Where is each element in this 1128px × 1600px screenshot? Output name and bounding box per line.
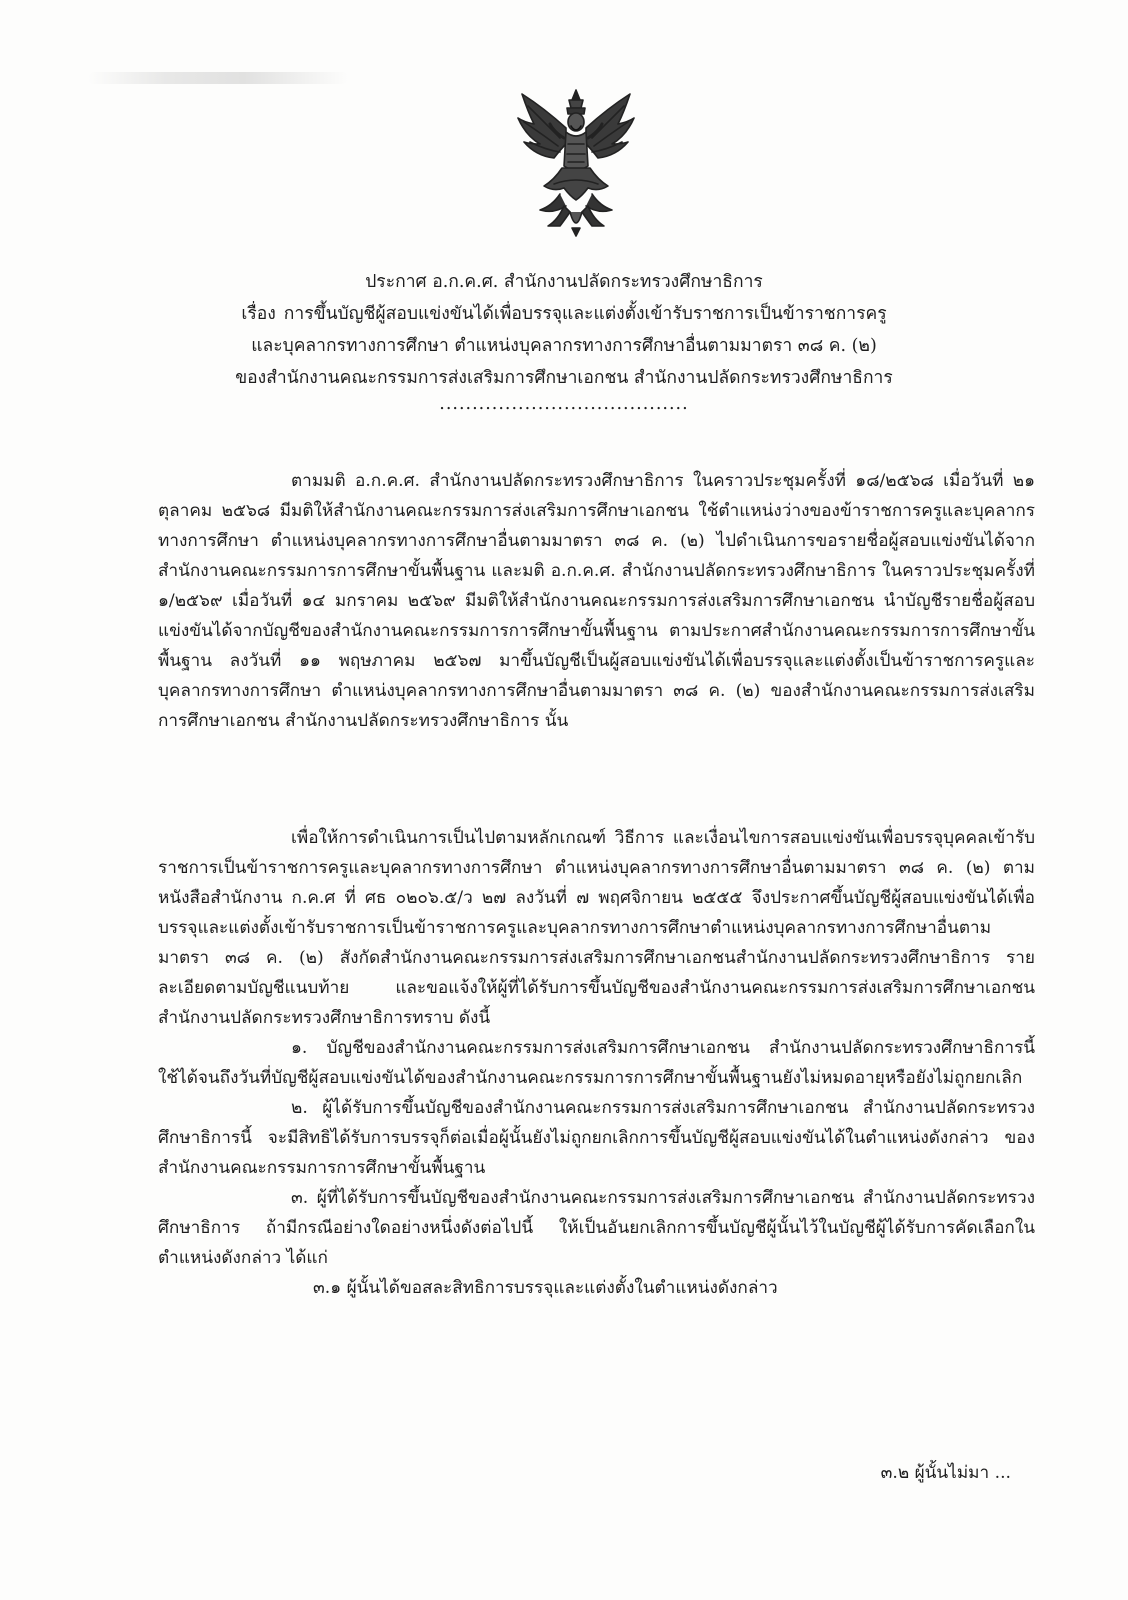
list-item-3: ๓. ผู้ที่ได้รับการขึ้นบัญชีของสำนักงานคณะกรรมการส่งเสริมการศึกษาเอกชน สำนักงานปลัดกระทรวงศึกษาธิการ ถ้ามีกรณีอย่างใดอย่างหนึ่งดังต่อไปนี้ ให้เป็นอันยกเลิกการขึ้นบัญชีผู้นั้นไว้ในบัญชีผู้ได้รับการคัดเลือกในตำแหน่งดังกล่าว ได้แก่ [158, 1188, 1035, 1268]
subject-text-1: การขึ้นบัญชีผู้สอบแข่งขันได้เพื่อบรรจุและแต่งตั้งเข้ารับราชการเป็นข้าราชการครู [283, 304, 887, 324]
subject-line-2: และบุคลากรทางการศึกษา ตำแหน่งบุคลากรทางการศึกษาอื่นตามมาตรา ๓๘ ค. (๒) [251, 336, 877, 356]
page-continuation: ๓.๒ ผู้นั้นไม่มา ... [880, 1463, 1011, 1483]
paragraph-2-block [158, 823, 1035, 1303]
subject-label: เรื่อง [241, 304, 276, 324]
list-item-1: ๑. บัญชีของสำนักงานคณะกรรมการส่งเสริมการศึกษาเอกชน สำนักงานปลัดกระทรวงศึกษาธิการนี้ใช้ได้จนถึงวันที่บัญชีผู้สอบแข่งขันได้ของสำนักงานคณะกรรมการการศึกษาขั้นพื้นฐานยังไม่หมดอายุหรือยังไม่ถูกยกเลิก [158, 1038, 1035, 1088]
list-item-3-1: ๓.๑ ผู้นั้นได้ขอสละสิทธิการบรรจุและแต่งตั้งในตำแหน่งดังกล่าว [313, 1278, 778, 1298]
announcement-title: ประกาศ อ.ก.ค.ศ. สำนักงานปลัดกระทรวงศึกษาธิการ [365, 272, 763, 292]
header-separator: ...................................... [439, 394, 689, 414]
subject-line-1 [150, 298, 978, 330]
subject-line-3: ของสำนักงานคณะกรรมการส่งเสริมการศึกษาเอกชน สำนักงานปลัดกระทรวงศึกษาธิการ [235, 368, 893, 388]
list-item-2: ๒. ผู้ได้รับการขึ้นบัญชีของสำนักงานคณะกรรมการส่งเสริมการศึกษาเอกชน สำนักงานปลัดกระทรวงศึกษาธิการนี้ จะมีสิทธิได้รับการบรรจุก็ต่อเมื่อผู้นั้นยังไม่ถูกยกเลิกการขึ้นบัญชีผู้สอบแข่งขันได้ในตำแหน่งดังกล่าว ของสำนักงานคณะกรรมการการศึกษาขั้นพื้นฐาน [158, 1098, 1035, 1178]
paragraph-1-block [158, 466, 1035, 736]
paragraph-1: ตามมติ อ.ก.ค.ศ. สำนักงานปลัดกระทรวงศึกษาธิการ ในคราวประชุมครั้งที่ ๑๘/๒๕๖๘ เมื่อวันที่ ๒๑ ตุลาคม ๒๕๖๘ มีมติให้สำนักงานคณะกรรมการส่งเสริมการศึกษาเอกชน ใช้ตำแหน่งว่างของข้าราชการครูและบุคลากรทางการศึกษา ตำแหน่งบุคลากรทางการศึกษาอื่นตามมาตรา ๓๘ ค. (๒) ไปดำเนินการขอรายชื่อผู้สอบแข่งขันได้จากสำนักงานคณะกรรมการการศึกษาขั้นพื้นฐาน และมติ อ.ก.ค.ศ. สำนักงานปลัดกระทรวงศึกษาธิการ ในคราวประชุมครั้งที่ ๑/๒๕๖๙ เมื่อวันที่ ๑๔ มกราคม ๒๕๖๙ มีมติให้สำนักงานคณะกรรมการส่งเสริมการศึกษาเอกชน นำบัญชีรายชื่อผู้สอบแข่งขันได้จากบัญชีของสำนักงานคณะกรรมการการศึกษาขั้นพื้นฐาน ตามประกาศสำนักงานคณะกรรมการการศึกษาขั้นพื้นฐาน ลงวันที่ ๑๑ พฤษภาคม ๒๕๖๗ มาขึ้นบัญชีเป็นผู้สอบแข่งขันได้เพื่อบรรจุและแต่งตั้งเป็นข้าราชการครูและบุคลากรทางการศึกษา ตำแหน่งบุคลากรทางการศึกษาอื่นตามมาตรา ๓๘ ค. (๒) ของสำนักงานคณะกรรมการส่งเสริมการศึกษาเอกชน สำนักงานปลัดกระทรวงศึกษาธิการ นั้น [158, 471, 1035, 731]
paragraph-2: เพื่อให้การดำเนินการเป็นไปตามหลักเกณฑ์ วิธีการ และเงื่อนไขการสอบแข่งขันเพื่อบรรจุบุคคลเข้ารับราชการเป็นข้าราชการครูและบุคลากรทางการศึกษา ตำแหน่งบุคลากรทางการศึกษาอื่นตามมาตรา ๓๘ ค. (๒) ตามหนังสือสำนักงาน ก.ค.ศ ที่ ศธ ๐๒๐๖.๕/ว ๒๗ ลงวันที่ ๗ พฤศจิกายน ๒๕๕๕ จึงประกาศขึ้นบัญชีผู้สอบแข่งขันได้เพื่อบรรจุและแต่งตั้งเข้ารับราชการเป็นข้าราชการครูและบุคลากรทางการศึกษาตำแหน่งบุคลากรทางการศึกษาอื่นตามมาตรา ๓๘ ค. (๒) สังกัดสำนักงานคณะกรรมการส่งเสริมการศึกษาเอกชนสำนักงานปลัดกระทรวงศึกษาธิการ รายละเอียดตามบัญชีแนบท้าย และขอแจ้งให้ผู้ที่ได้รับการขึ้นบัญชีของสำนักงานคณะกรรมการส่งเสริมการศึกษาเอกชน สำนักงานปลัดกระทรวงศึกษาธิการทราบ ดังนี้ [158, 828, 1035, 1028]
garuda-emblem-icon [514, 88, 638, 238]
announcement-header [150, 266, 978, 414]
scan-smudge [88, 72, 348, 84]
